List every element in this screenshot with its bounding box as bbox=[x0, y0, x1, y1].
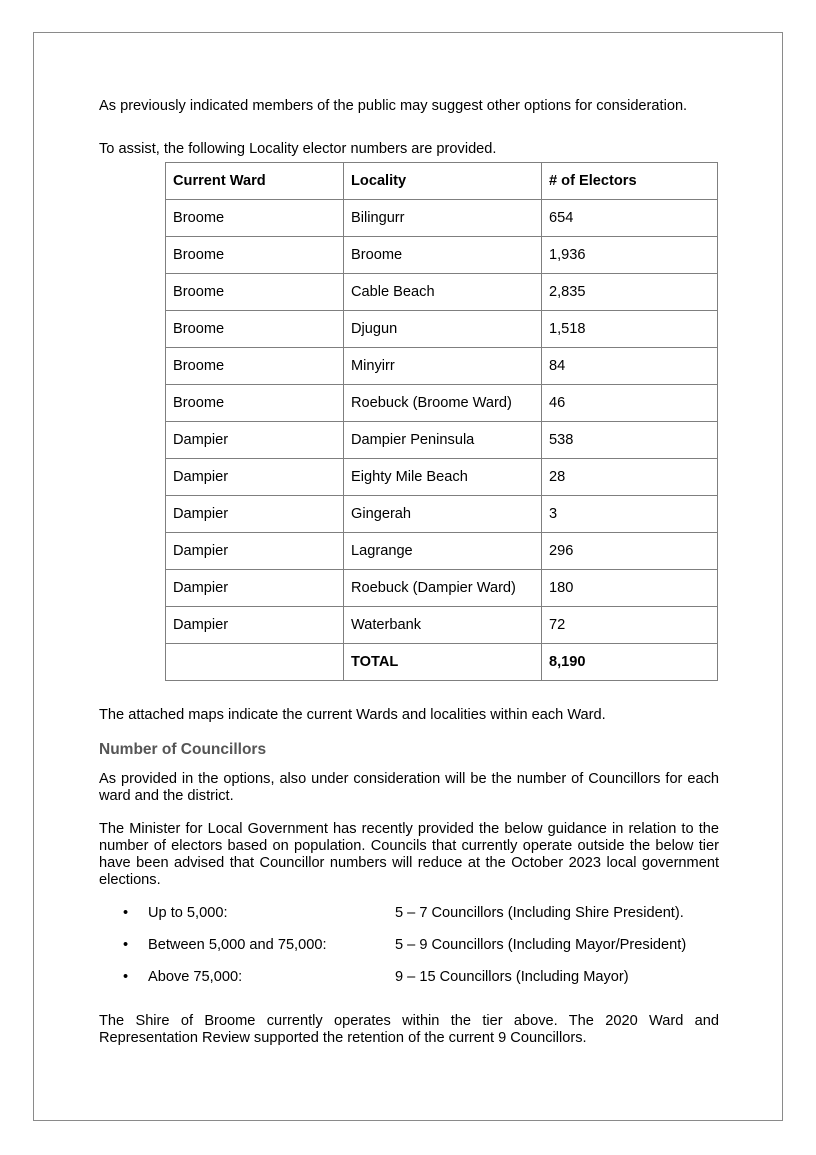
ward-cell: Broome bbox=[166, 274, 344, 311]
list-item bbox=[99, 969, 719, 1001]
header-current-ward: Current Ward bbox=[166, 163, 344, 200]
maps-note: The attached maps indicate the current Wards and localities within each Ward. bbox=[99, 707, 606, 723]
locality-cell: Gingerah bbox=[344, 496, 542, 533]
electors-cell: 1,518 bbox=[542, 311, 718, 348]
electors-cell: 84 bbox=[542, 348, 718, 385]
table-row bbox=[166, 459, 718, 496]
table-row bbox=[166, 607, 718, 644]
electors-table bbox=[165, 162, 718, 681]
tier-label: Above 75,000: bbox=[148, 969, 243, 985]
tier-councillors: 5 – 9 Councillors (Including Mayor/President) bbox=[395, 937, 687, 953]
locality-cell: Dampier Peninsula bbox=[344, 422, 542, 459]
ward-cell: Dampier bbox=[166, 533, 344, 570]
ward-cell: Broome bbox=[166, 237, 344, 274]
locality-cell: Waterbank bbox=[344, 607, 542, 644]
table-total-row bbox=[166, 644, 718, 681]
locality-cell: Eighty Mile Beach bbox=[344, 459, 542, 496]
electors-cell: 46 bbox=[542, 385, 718, 422]
electors-cell: 28 bbox=[542, 459, 718, 496]
ward-cell: Broome bbox=[166, 200, 344, 237]
locality-cell: Broome bbox=[344, 237, 542, 274]
table-row bbox=[166, 533, 718, 570]
table-header-row bbox=[166, 163, 718, 200]
electors-cell: 2,835 bbox=[542, 274, 718, 311]
ward-cell: Dampier bbox=[166, 607, 344, 644]
ward-cell: Dampier bbox=[166, 570, 344, 607]
electors-cell: 180 bbox=[542, 570, 718, 607]
bullet-icon: • bbox=[123, 905, 129, 921]
list-item bbox=[99, 905, 719, 937]
ward-cell: Dampier bbox=[166, 422, 344, 459]
locality-cell: Roebuck (Dampier Ward) bbox=[344, 570, 542, 607]
locality-cell: Roebuck (Broome Ward) bbox=[344, 385, 542, 422]
minister-paragraph: The Minister for Local Government has recently provided the below guidance in relation to the number of electors based on population. Councils that currently operate outside the below tier have been advised that Councillor numbers will reduce at the October 2023 local government elections. bbox=[99, 821, 719, 888]
electors-cell: 296 bbox=[542, 533, 718, 570]
locality-cell: Minyirr bbox=[344, 348, 542, 385]
empty-cell bbox=[166, 644, 344, 681]
tier-councillors: 5 – 7 Councillors (Including Shire President). bbox=[395, 905, 684, 921]
table-row bbox=[166, 311, 718, 348]
header-electors: # of Electors bbox=[542, 163, 718, 200]
total-value: 8,190 bbox=[542, 644, 718, 681]
table-row bbox=[166, 422, 718, 459]
locality-cell: Cable Beach bbox=[344, 274, 542, 311]
table-row bbox=[166, 237, 718, 274]
assist-paragraph: To assist, the following Locality elector numbers are provided. bbox=[99, 141, 497, 157]
tier-label: Between 5,000 and 75,000: bbox=[148, 937, 327, 953]
tier-list bbox=[99, 905, 719, 1001]
ward-cell: Dampier bbox=[166, 496, 344, 533]
electors-cell: 72 bbox=[542, 607, 718, 644]
document-body bbox=[99, 98, 719, 1063]
header-locality: Locality bbox=[344, 163, 542, 200]
bullet-icon: • bbox=[123, 969, 129, 985]
table-row bbox=[166, 348, 718, 385]
tier-councillors: 9 – 15 Councillors (Including Mayor) bbox=[395, 969, 629, 985]
ward-cell: Dampier bbox=[166, 459, 344, 496]
total-label: TOTAL bbox=[344, 644, 542, 681]
table-row bbox=[166, 200, 718, 237]
ward-cell: Broome bbox=[166, 348, 344, 385]
electors-cell: 654 bbox=[542, 200, 718, 237]
locality-cell: Bilingurr bbox=[344, 200, 542, 237]
ward-cell: Broome bbox=[166, 385, 344, 422]
table-row bbox=[166, 570, 718, 607]
section-heading: Number of Councillors bbox=[99, 741, 267, 758]
intro-paragraph: As previously indicated members of the public may suggest other options for consideration. bbox=[99, 98, 688, 114]
locality-cell: Djugun bbox=[344, 311, 542, 348]
options-paragraph: As provided in the options, also under consideration will be the number of Councillors for each ward and the district. bbox=[99, 771, 719, 804]
ward-cell: Broome bbox=[166, 311, 344, 348]
list-item bbox=[99, 937, 719, 969]
bullet-icon: • bbox=[123, 937, 129, 953]
table-row bbox=[166, 496, 718, 533]
shire-paragraph: The Shire of Broome currently operates within the tier above. The 2020 Ward and Representation Review supported the retention of the current 9 Councillors. bbox=[99, 1013, 719, 1046]
table-row bbox=[166, 385, 718, 422]
tier-label: Up to 5,000: bbox=[148, 905, 228, 921]
electors-cell: 1,936 bbox=[542, 237, 718, 274]
electors-cell: 538 bbox=[542, 422, 718, 459]
locality-cell: Lagrange bbox=[344, 533, 542, 570]
electors-cell: 3 bbox=[542, 496, 718, 533]
table-row bbox=[166, 274, 718, 311]
